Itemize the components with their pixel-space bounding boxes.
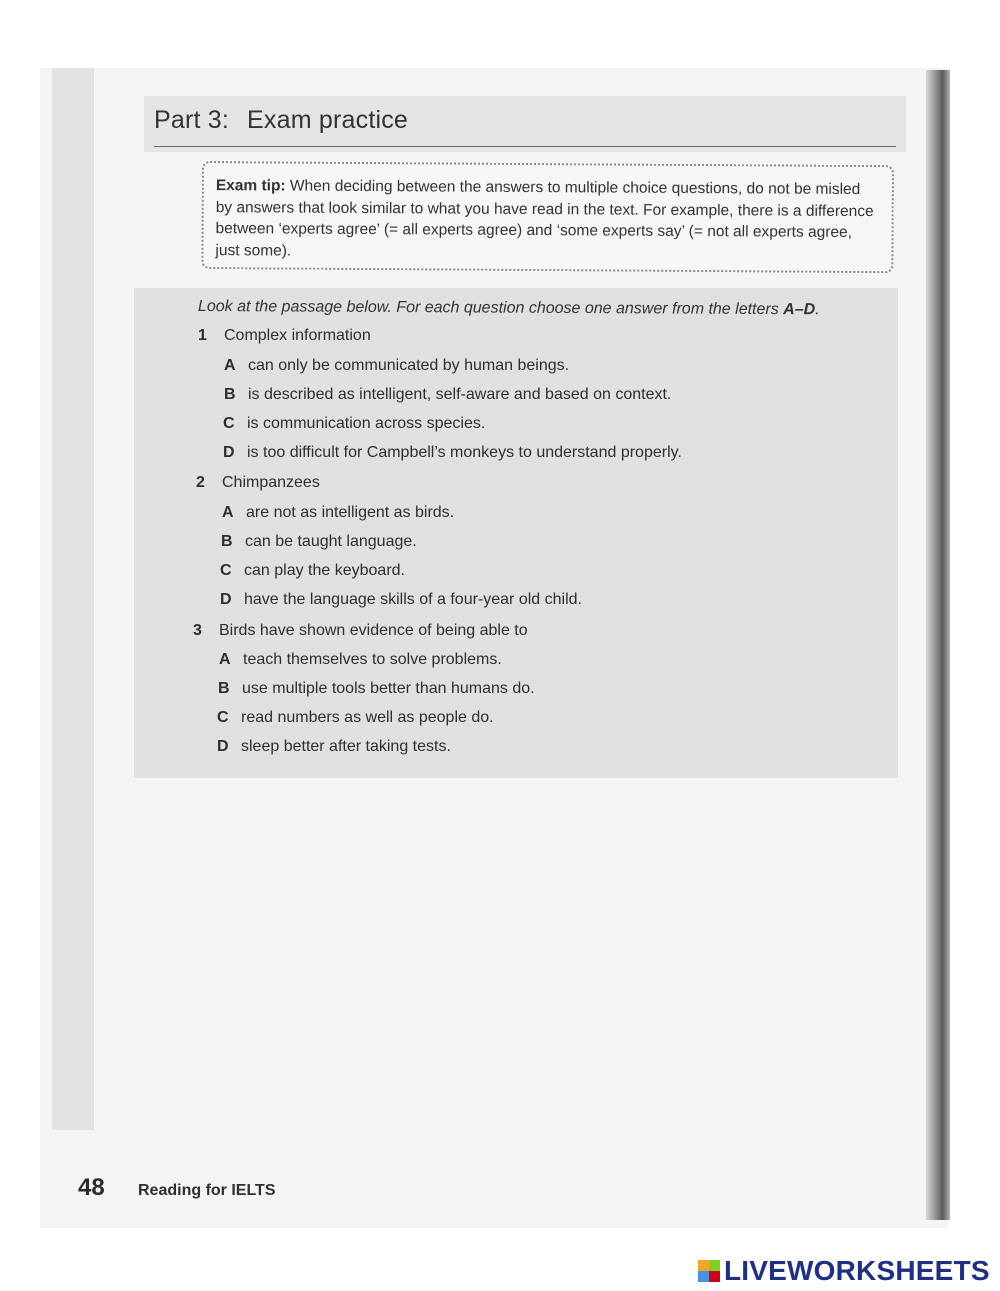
option-text: are not as intelligent as birds.: [246, 504, 455, 521]
question-1-option-a[interactable]: [224, 357, 569, 375]
exam-tip-text: When deciding between the answers to multiple choice questions, do not be misled by answers that look similar to what you have read in the text. For example, there is a difference between ‘experts agree’ (= all experts agree) and ‘some experts say’ (= not all experts agree, just some).: [215, 177, 874, 260]
instruction-end: .: [815, 301, 820, 319]
left-margin-band: [52, 68, 94, 1130]
option-letter: A: [224, 357, 236, 374]
option-text: can be taught language.: [245, 533, 417, 550]
option-letter: D: [223, 444, 235, 461]
part-title: Exam practice: [247, 106, 409, 134]
instruction-range: A–D: [783, 301, 816, 319]
option-letter: D: [220, 591, 232, 608]
option-text: have the language skills of a four-year old child.: [244, 591, 582, 608]
liveworksheets-logo-icon: [698, 1260, 720, 1282]
question-1-option-b[interactable]: [224, 386, 671, 404]
option-text: is communication across species.: [247, 415, 486, 432]
question-3-option-b[interactable]: [218, 680, 535, 698]
question-1-option-c[interactable]: [223, 415, 485, 433]
option-letter: B: [224, 386, 236, 403]
part-label: Part 3:: [154, 106, 230, 134]
option-letter: C: [220, 562, 232, 579]
option-text: read numbers as well as people do.: [241, 709, 494, 726]
exam-tip-text-block: [215, 175, 878, 265]
option-text: can play the keyboard.: [244, 562, 405, 579]
question-number: 1: [198, 327, 207, 344]
option-letter: D: [217, 738, 229, 755]
option-letter: C: [223, 415, 235, 432]
option-text: is described as intelligent, self-aware and based on context.: [248, 386, 672, 403]
watermark-text: LIVEWORKSHEETS: [724, 1255, 990, 1286]
page-heading: [154, 106, 408, 135]
option-text: sleep better after taking tests.: [241, 738, 451, 755]
logo-square-blue: [698, 1271, 709, 1282]
instruction: [198, 298, 820, 319]
book-title: Reading for IELTS: [138, 1182, 276, 1199]
instruction-text: Look at the passage below. For each question choose one answer from the letters: [197, 298, 784, 319]
question-1-option-d[interactable]: [223, 444, 682, 462]
option-text: is too difficult for Campbell’s monkeys to understand properly.: [247, 444, 682, 461]
question-text: Chimpanzees: [222, 474, 320, 491]
option-letter: C: [217, 709, 229, 726]
question-2-option-c[interactable]: [220, 562, 405, 580]
option-letter: B: [218, 680, 230, 697]
exam-tip-label: Exam tip:: [215, 177, 286, 195]
option-letter: A: [222, 504, 234, 521]
option-letter: B: [221, 533, 233, 550]
exam-tip-box: [201, 161, 894, 273]
question-text: Birds have shown evidence of being able to: [219, 622, 528, 639]
option-text: teach themselves to solve problems.: [243, 651, 502, 668]
option-text: use multiple tools better than humans do.: [242, 680, 535, 697]
question-1-stem: [198, 327, 371, 345]
question-2-option-d[interactable]: [220, 591, 582, 609]
logo-square-orange: [698, 1260, 709, 1271]
option-letter: A: [219, 651, 231, 668]
question-2-stem: [196, 474, 320, 492]
logo-square-red: [709, 1271, 720, 1282]
option-text: can only be communicated by human beings.: [248, 357, 570, 374]
question-number: 3: [193, 622, 202, 639]
question-3-option-c[interactable]: [217, 709, 494, 727]
question-3-option-a[interactable]: [219, 651, 502, 669]
question-2-option-b[interactable]: [221, 533, 417, 551]
heading-divider: [154, 146, 896, 147]
binding-shadow: [926, 70, 950, 1220]
question-text: Complex information: [224, 327, 371, 344]
liveworksheets-watermark: [698, 1255, 990, 1287]
question-2-option-a[interactable]: [222, 504, 454, 522]
question-number: 2: [196, 474, 205, 491]
page-number: 48: [78, 1174, 105, 1201]
logo-square-green: [709, 1260, 720, 1271]
question-3-option-d[interactable]: [217, 738, 451, 756]
question-3-stem: [193, 622, 528, 640]
